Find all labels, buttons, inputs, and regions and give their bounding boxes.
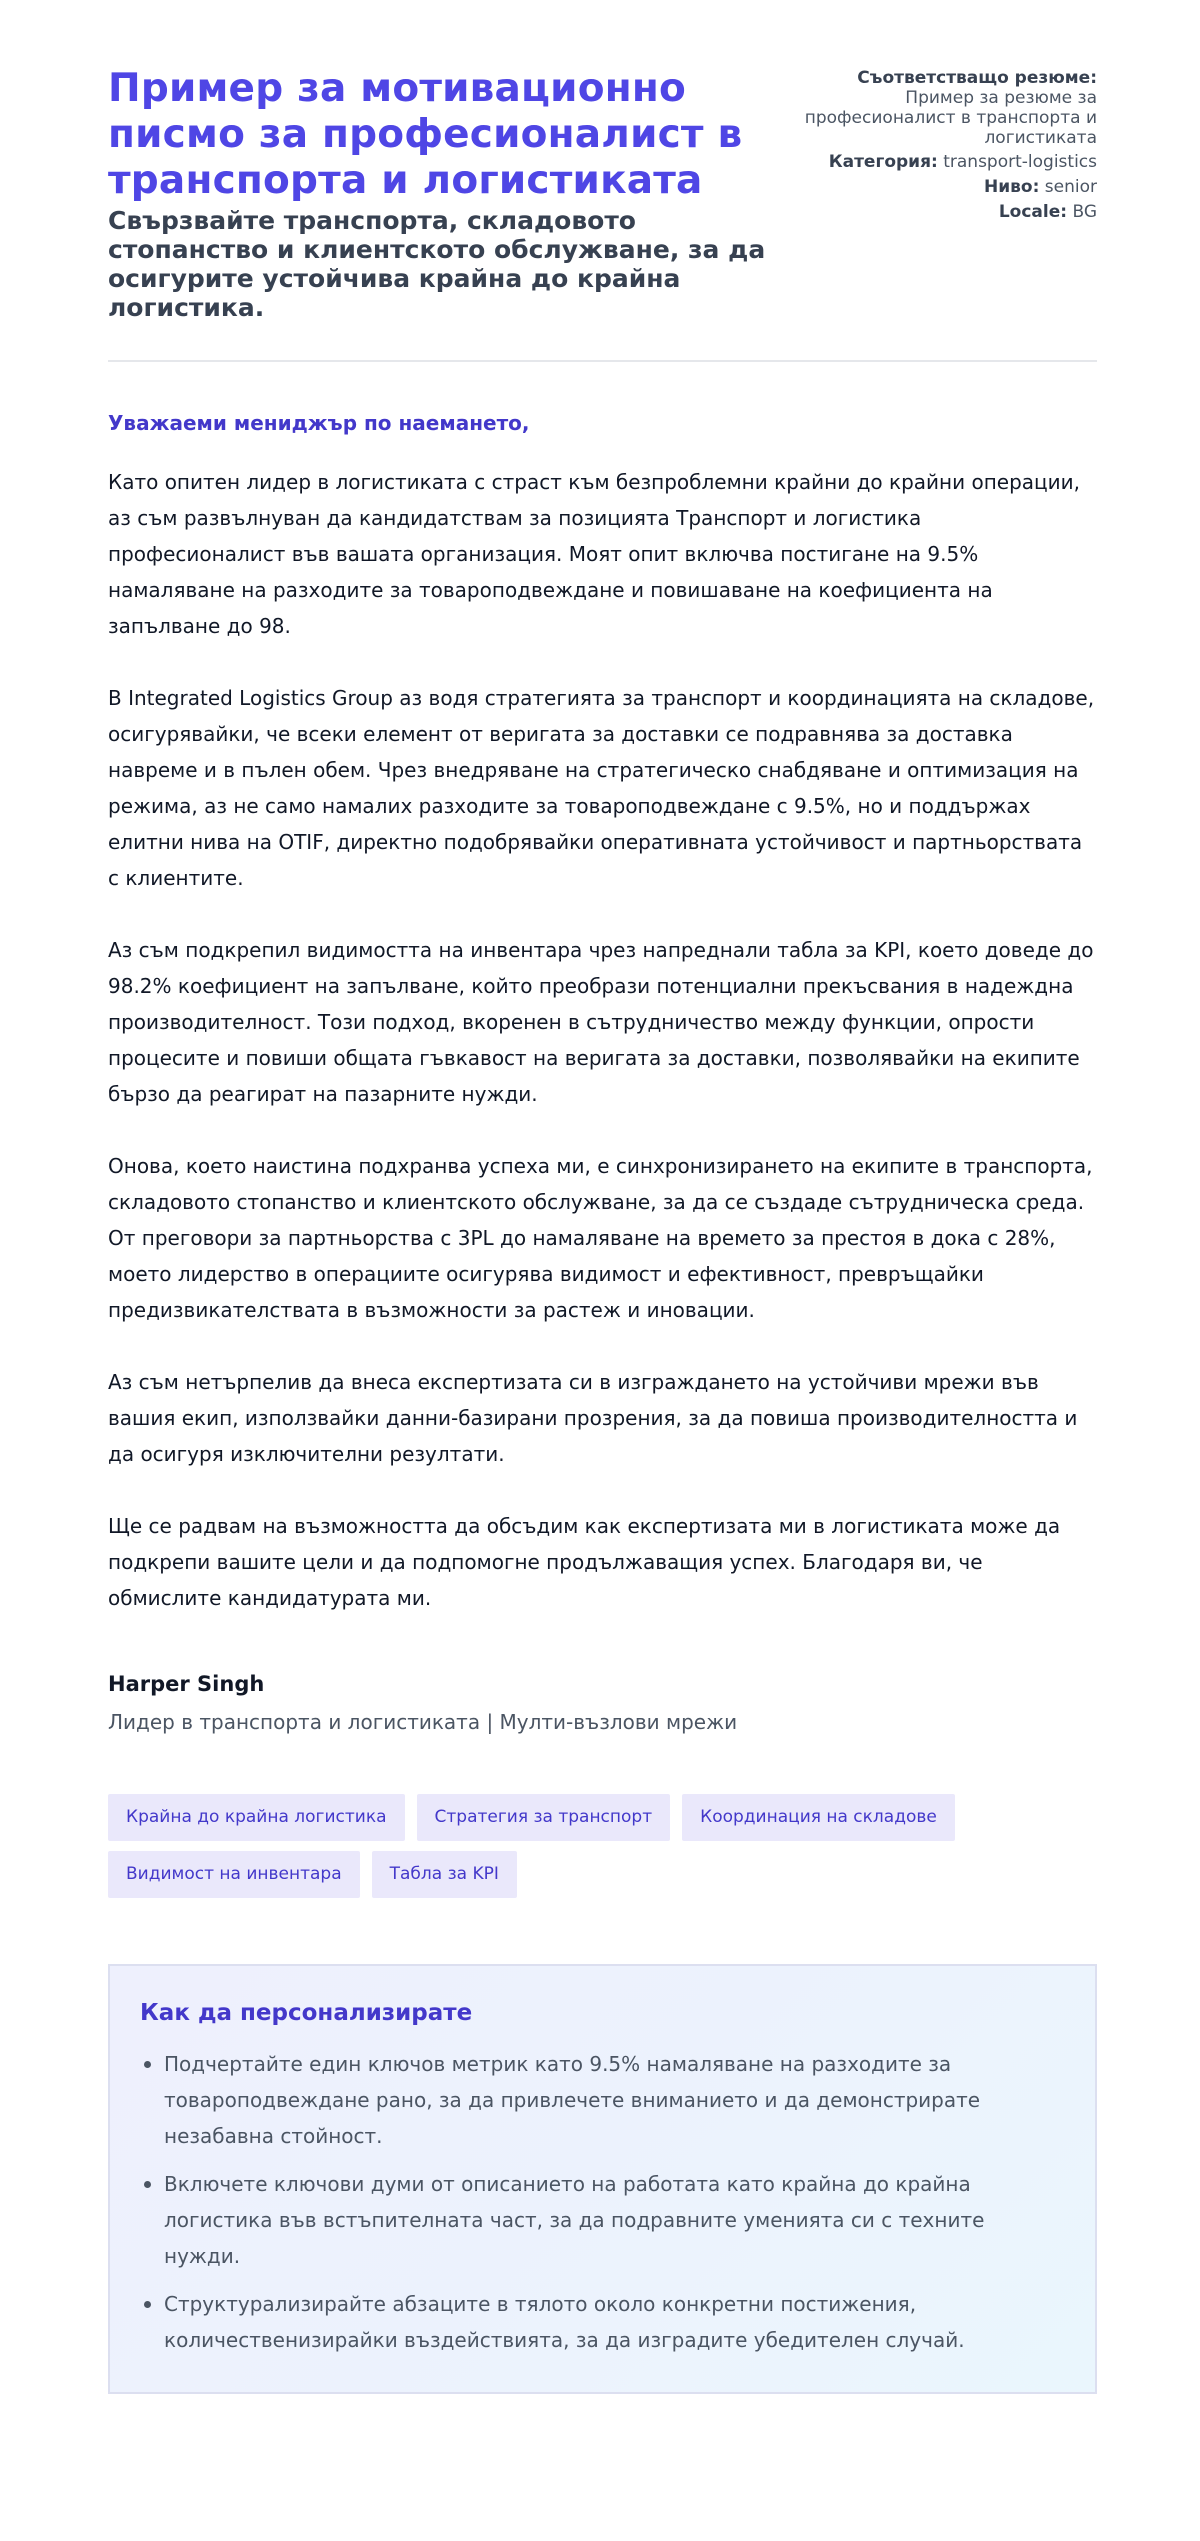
page-header [108, 66, 1097, 362]
meta-locale-value: BG [1072, 202, 1097, 222]
skill-tag[interactable]: Координация на складове [682, 1794, 955, 1841]
header-titles [108, 66, 768, 322]
meta-related-resume [797, 68, 1097, 148]
signature-title: Лидер в транспорта и логистиката | Мулти-възлови мрежи [108, 1710, 738, 1734]
skill-tag[interactable]: Видимост на инвентара [108, 1851, 360, 1898]
meta-level-value: senior [1044, 177, 1097, 197]
tips-list [140, 2046, 1065, 2358]
bullet-icon [144, 2301, 151, 2308]
meta-category-label: Категория: [828, 152, 938, 172]
letter-paragraph: Ще се радвам на възможността да обсъдим как експертизата ми в логистиката може да подкрепи вашите цели и да подпомогне продължаващия успех. Благодаря ви, че обмислите кандидатурата ми. [108, 1514, 1061, 1610]
tip-item [140, 2046, 1065, 2154]
tip-text: Структурализирайте абзаците в тялото около конкретни постижения, количественизирайки въздействията, за да изградите убедителен случай. [164, 2292, 965, 2352]
tips-title: Как да персонализирате [140, 2000, 473, 2026]
meta-locale-label: Locale: [998, 202, 1068, 222]
meta-panel [797, 66, 1097, 227]
meta-level [797, 177, 1097, 197]
page-subtitle: Свързвайте транспорта, складовото стопанство и клиентското обслужване, за да осигурите устойчива крайна до крайна логистика. [108, 206, 766, 322]
bullet-icon [144, 2181, 151, 2188]
skill-tag[interactable]: Крайна до крайна логистика [108, 1794, 405, 1841]
meta-category-value: transport-logistics [943, 152, 1097, 172]
letter-paragraph: В Integrated Logistics Group аз водя стратегията за транспорт и координацията на складове, осигурявайки, че всеки елемент от веригата за доставки се подравнява за доставка навреме и в пълен обем. Чрез внедряване на стратегическо снабдяване и оптимизация на режима, аз не само намалих разходите за товароподвеждане с 9.5%, но и поддържах елитни нива на OTIF, директно подобрявайки оперативната устойчивост и партньорствата с клиентите. [108, 686, 1095, 890]
meta-related-resume-value[interactable]: Пример за резюме за професионалист в транспорта и логистиката [804, 88, 1097, 148]
bullet-icon [144, 2061, 151, 2068]
letter-paragraph: Аз съм подкрепил видимостта на инвентара чрез напреднали табла за KPI, което доведе до 98.2% коефициент на запълване, който преобрази потенциални прекъсвания в надеждна производителност. Този подход, вкоренен в сътрудничество между функции, опрости процесите и повиши общата гъвкавост на веригата за доставки, позволявайки на екипите бързо да реагират на пазарните нужди. [108, 938, 1094, 1106]
page-title: Пример за мотивационно писмо за професионалист в транспорта и логистиката [108, 66, 743, 203]
meta-related-resume-label: Съответстващо резюме: [857, 68, 1097, 88]
signature-block [108, 1670, 1097, 1736]
meta-locale [797, 202, 1097, 222]
letter-paragraph: Аз съм нетърпелив да внеса експертизата си в изграждането на устойчиви мрежи във вашия екип, използвайки данни-базирани прозрения, за да повиша производителността и да осигуря изключителни резултати. [108, 1370, 1078, 1466]
tip-text: Включете ключови думи от описанието на работата като крайна до крайна логистика във встъпителната част, за да подравните уменията си с техните нужди. [164, 2172, 985, 2268]
signature-name: Harper Singh [108, 1672, 265, 1696]
customization-tips [108, 1964, 1097, 2394]
skill-tag[interactable]: Табла за KPI [372, 1851, 517, 1898]
letter-paragraph: Като опитен лидер в логистиката с страст към безпроблемни крайни до крайни операции, аз съм развълнуван да кандидатствам за позицията Транспорт и логистика професионалист във вашата организация. Моят опит включва постигане на 9.5% намаляване на разходите за товароподвеждане и повишаване на коефициента на запълване до 98. [108, 470, 1080, 638]
tip-item [140, 2166, 1065, 2274]
skill-tag[interactable]: Стратегия за транспорт [417, 1794, 671, 1841]
letter-paragraph: Онова, което наистина подхранва успеха ми, е синхронизирането на екипите в транспорта, складовото стопанство и клиентското обслужване, за да се създаде сътрудническа среда. От преговори за партньорства с 3PL до намаляване на времето за престоя в дока с 28%, моето лидерство в операциите осигурява видимост и ефективност, превръщайки предизвикателствата в възможности за растеж и иновации. [108, 1154, 1093, 1322]
meta-level-label: Ниво: [984, 177, 1040, 197]
tip-text: Подчертайте един ключов метрик като 9.5% намаляване на разходите за товароподвеждане рано, за да привлечете вниманието и да демонстрирате незабавна стойност. [164, 2052, 981, 2148]
meta-category [797, 152, 1097, 172]
letter-body [108, 464, 1097, 1616]
skill-tags [108, 1794, 968, 1898]
letter-greeting: Уважаеми мениджър по наемането, [108, 411, 530, 435]
tip-item [140, 2286, 1065, 2358]
